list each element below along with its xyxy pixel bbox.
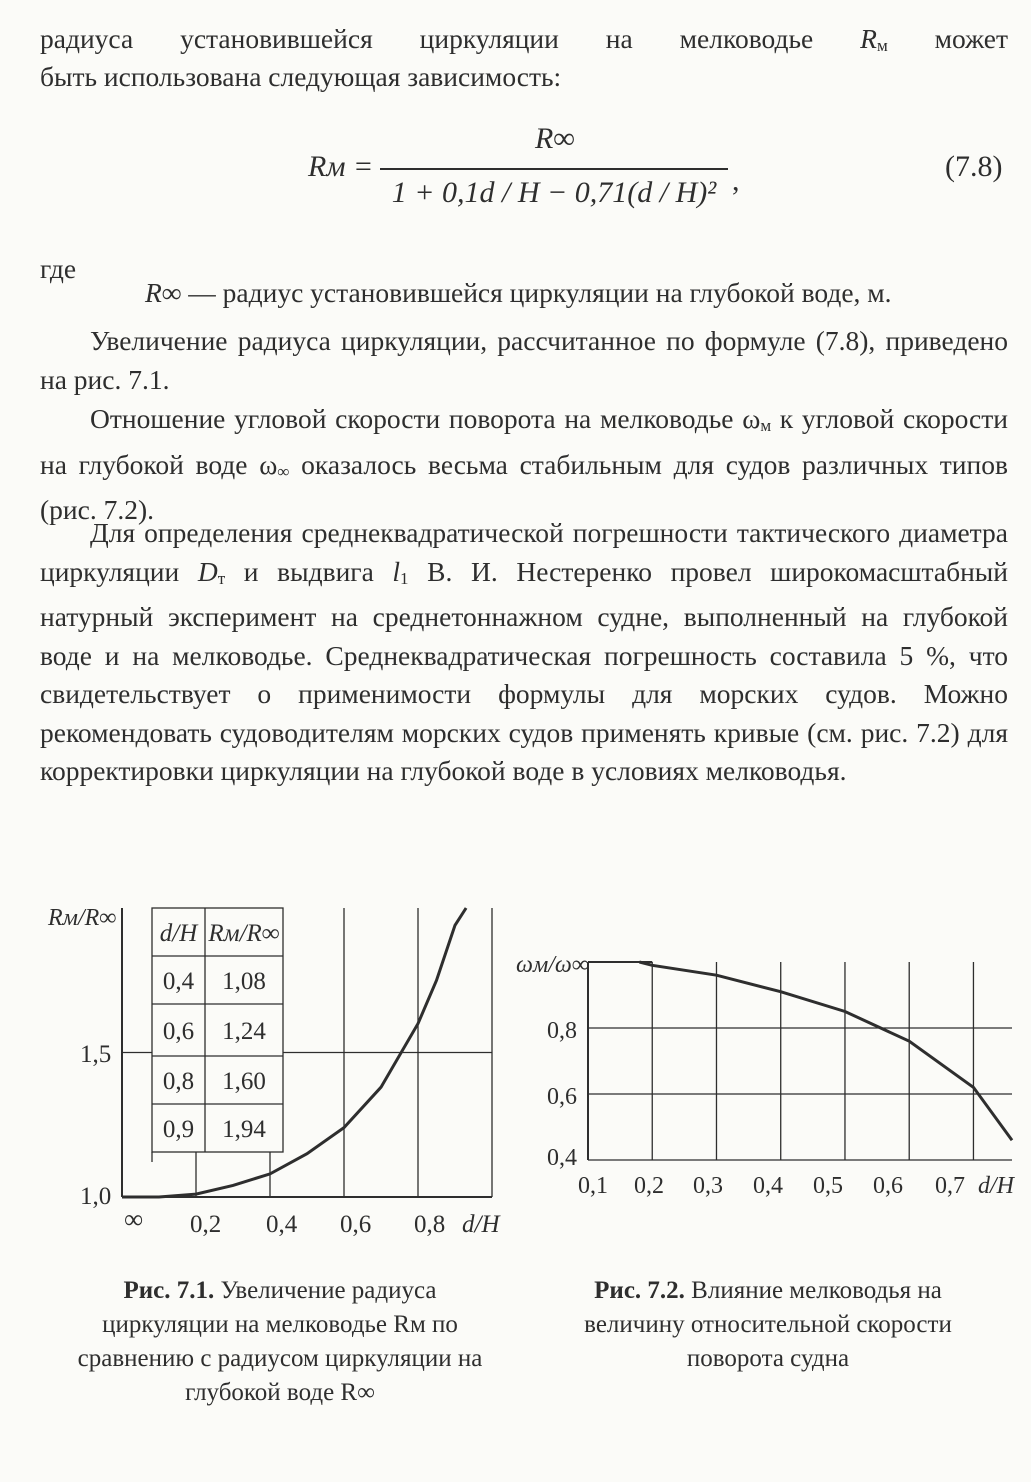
fig1-ylabel: Rм/R∞ (48, 905, 117, 931)
equation-number: (7.8) (945, 150, 1003, 183)
fig1-ytick-1-5: 1,5 (80, 1041, 112, 1068)
fig1-xtick-0-4: 0,4 (266, 1211, 298, 1238)
fig1-ytick-1-0: 1,0 (80, 1183, 112, 1210)
fig2-ytick-0-4: 0,4 (547, 1145, 577, 1171)
table-cell: 1,60 (222, 1068, 266, 1095)
intro-symbol-sub: м (876, 36, 888, 55)
fig1-xlabel: d/H (462, 1211, 500, 1238)
fig1-caption-label: Рис. 7.1. (123, 1277, 215, 1304)
formula-lhs: Rм = (308, 150, 374, 183)
fig2-xtick-0-2: 0,2 (634, 1173, 664, 1199)
fig2-ylabel: ωм/ω∞ (516, 952, 589, 978)
table-header-cell: d/H (159, 920, 198, 947)
para2-text-a: Отношение угловой скорости поворота на мелководье ω (90, 403, 761, 434)
para3-text-a: Для определения среднеквадратической погрешности тактического диаметра циркуляции (40, 517, 1008, 587)
para2-text-c: оказалось весьма стабильным для судов различных типов (рис. 7.2). (40, 448, 1008, 525)
fig2-xlabel: d/H (978, 1173, 1014, 1199)
fig1-caption (70, 1274, 490, 1410)
table-cell: 1,94 (222, 1116, 266, 1143)
table-cell: 0,4 (162, 968, 195, 995)
para3-sub-d: т (217, 568, 226, 588)
para3-text-b: и выдвига (225, 555, 393, 587)
formula-comma: , (732, 164, 740, 197)
para3-text-c: В. И. Нестеренко провел широкомасштабный натурный эксперимент на среднетоннажном судне, выполненный на глубокой воде и на мелководье. Среднеквадратическая погрешность составила 5 %, что свидетельствует о применимости формулы для морских судов. Можно рекомендовать судоводителям морских судов применять кривые (см. рис. 7.2) для корректировки циркуляции на глубокой воде в условиях мелководья. (40, 555, 1009, 786)
fig1-xtick-0-6: 0,6 (340, 1211, 372, 1238)
where-text: — радиус установившейся циркуляции на глубокой воде, м. (181, 276, 892, 308)
fig2-xtick-0-4: 0,4 (753, 1173, 783, 1199)
fig2-xtick-0-7: 0,7 (935, 1173, 965, 1199)
where-symbol: R∞ (145, 276, 182, 308)
intro-text-end: может (887, 23, 1008, 54)
fig2-xtick-0-3: 0,3 (693, 1173, 723, 1199)
fig1-xtick-0-2: 0,2 (190, 1211, 222, 1238)
fig2-xtick-0-5: 0,5 (813, 1173, 843, 1199)
where-label: где (40, 253, 77, 284)
intro-symbol: R (860, 23, 877, 54)
fig1-xtick-inf: ∞ (124, 1204, 144, 1234)
para2-sub-1: м (760, 416, 772, 435)
formula-numerator: R∞ (535, 122, 575, 155)
fig2-curve (639, 962, 1012, 1140)
fig2-ytick-0-6: 0,6 (547, 1084, 577, 1110)
intro-line-2: быть использована следующая зависимость: (40, 61, 562, 92)
fig2-grid (588, 962, 1012, 1160)
table-cell: 0,9 (162, 1116, 195, 1143)
intro-text: радиуса установившейся циркуляции на мелководье (40, 23, 861, 54)
fig1-xtick-0-8: 0,8 (414, 1211, 446, 1238)
fig2-caption-label: Рис. 7.2. (594, 1277, 685, 1304)
para3-symbol-l: l (392, 555, 401, 587)
table-cell: 1,24 (222, 1018, 266, 1045)
table-cell: 1,08 (222, 968, 266, 995)
fig1-caption-text: Увеличение радиуса циркуляции на мелководье Rм по сравнению с радиусом циркуляции на глубокой воде R∞ (77, 1277, 483, 1406)
fig2-xtick-0-1: 0,1 (578, 1173, 608, 1199)
paragraph-1: Увеличение радиуса циркуляции, рассчитанное по формуле (7.8), приведено на рис. 7.1. (40, 325, 1008, 395)
fig2-ytick-0-8: 0,8 (547, 1018, 577, 1044)
para3-sub-l: 1 (400, 568, 409, 588)
para3-symbol-d: D (197, 555, 218, 587)
table-cell: 0,8 (162, 1068, 195, 1095)
para2-sub-2: ∞ (277, 461, 290, 481)
fig2-xtick-0-6: 0,6 (873, 1173, 903, 1199)
table-cell: 0,6 (162, 1018, 195, 1045)
para2-text-b: к угловой скорости на глубокой воде ω (40, 403, 1008, 480)
formula-denominator: 1 + 0,1d / H − 0,71(d / H)² (391, 176, 717, 209)
table-header-cell: Rм/R∞ (208, 920, 280, 947)
fig2-caption-text: Влияние мелководья на величину относительной скорости поворота судна (584, 1277, 952, 1372)
fig2-caption (558, 1274, 978, 1376)
